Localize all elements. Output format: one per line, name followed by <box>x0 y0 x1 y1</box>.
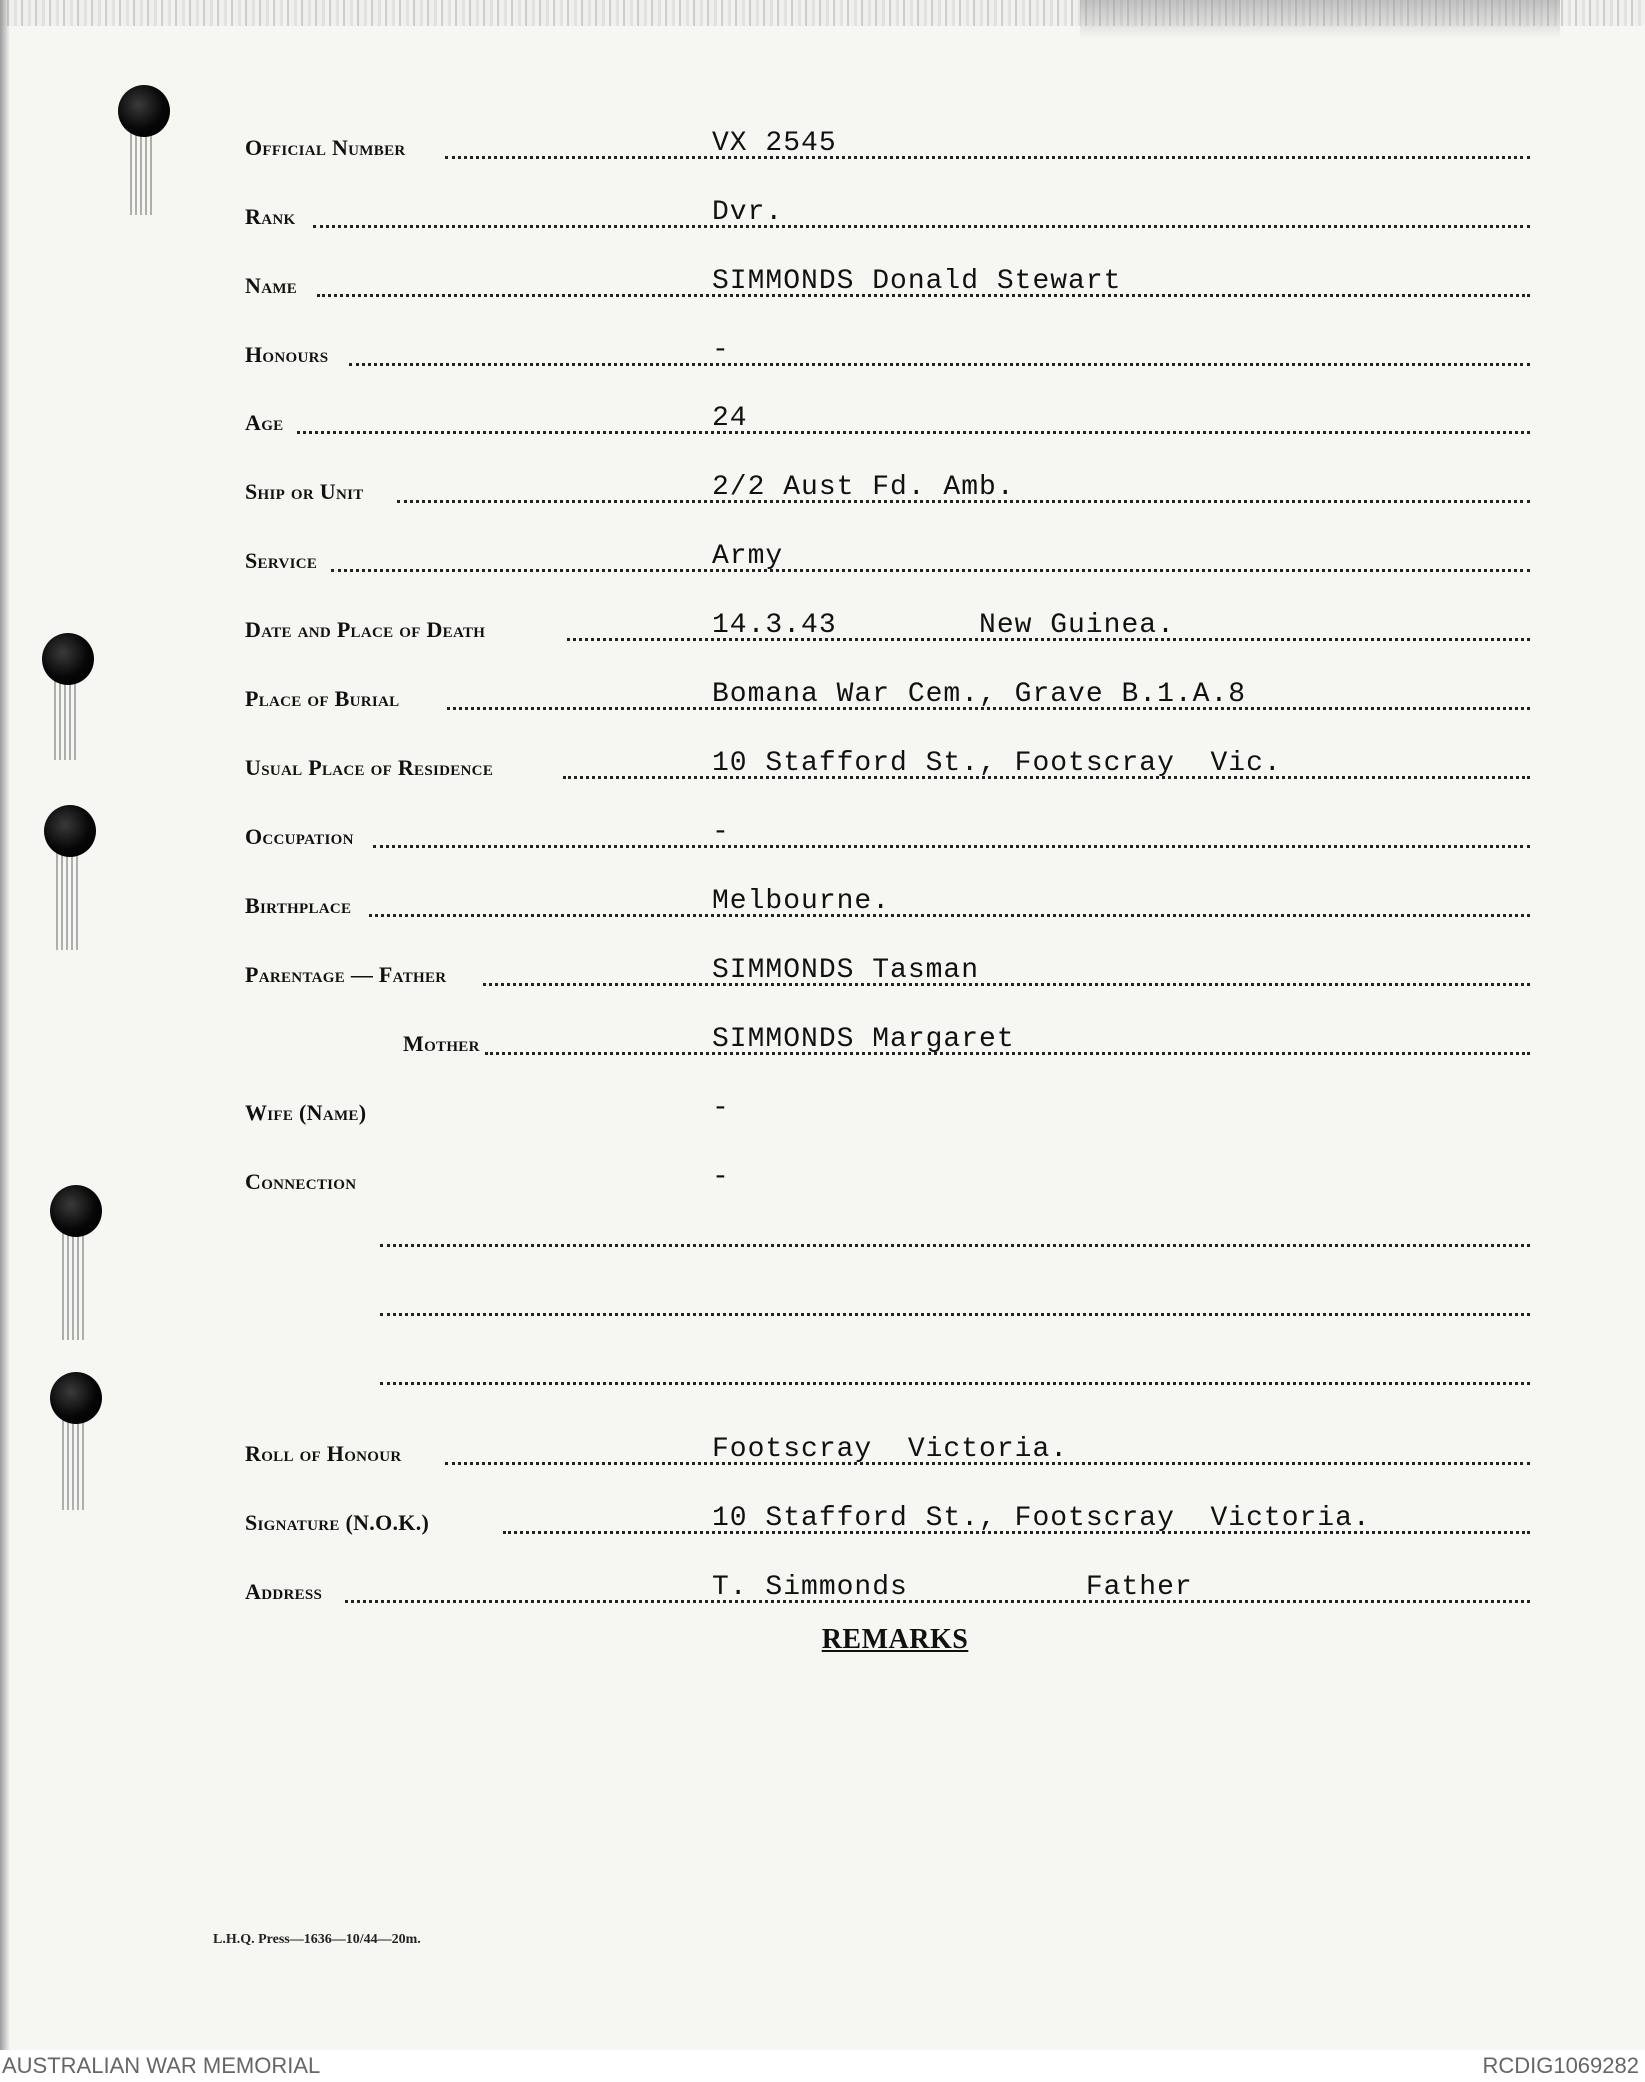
field-value: VX 2545 <box>712 128 837 159</box>
field-service <box>245 538 1530 578</box>
field-label: Rank <box>245 204 296 229</box>
dotted-line <box>369 914 1530 917</box>
field-label: Official Number <box>245 135 406 160</box>
punch-hole <box>42 633 94 685</box>
field-value: - <box>712 817 730 848</box>
footer-record-id: RCDIG1069282 <box>1482 2053 1639 2078</box>
field-label: Usual Place of Residence <box>245 755 494 780</box>
blank-dotted-line <box>380 1382 1530 1385</box>
field-label: Service <box>245 548 318 573</box>
field-value: Melbourne. <box>712 886 891 917</box>
field-value: SIMMONDS Donald Stewart <box>712 266 1122 297</box>
field-label: Wife (Name) <box>245 1100 367 1125</box>
field-label: Name <box>245 273 298 298</box>
field-label: Age <box>245 410 284 435</box>
dotted-line <box>331 569 1530 572</box>
dotted-line <box>349 363 1530 366</box>
field-connection <box>245 1159 1530 1199</box>
field-value: 14.3.43 New Guinea. <box>712 610 1175 641</box>
field-label: Signature (N.O.K.) <box>245 1510 430 1535</box>
field-address <box>245 1569 1530 1609</box>
field-label: Roll of Honour <box>245 1441 402 1466</box>
field-label: Place of Burial <box>245 686 400 711</box>
field-label: Birthplace <box>245 893 352 918</box>
field-value: 2/2 Aust Fd. Amb. <box>712 472 1015 503</box>
printer-imprint: L.H.Q. Press—1636—10/44—20m. <box>213 1932 421 1947</box>
punch-hole <box>44 805 96 857</box>
field-label: Ship or Unit <box>245 479 364 504</box>
field-age <box>245 400 1530 440</box>
field-label: Mother <box>403 1031 480 1056</box>
field-label: Honours <box>245 342 329 367</box>
dotted-line <box>373 845 1530 848</box>
field-occupation <box>245 814 1530 854</box>
field-value: 10 Stafford St., Footscray Victoria. <box>712 1503 1371 1534</box>
field-value: 24 <box>712 403 748 434</box>
field-official-number <box>245 125 1530 165</box>
remarks-heading: REMARKS <box>821 1624 969 1655</box>
scan-top-shadow <box>1080 0 1560 40</box>
field-value: - <box>712 1093 730 1124</box>
field-rank <box>245 194 1530 234</box>
field-value: Bomana War Cem., Grave B.1.A.8 <box>712 679 1247 710</box>
field-value: - <box>712 1162 730 1193</box>
field-date-and-place-of-death <box>245 607 1530 647</box>
field-value: - <box>712 335 730 366</box>
field-wife-name <box>245 1090 1530 1130</box>
footer-institution: AUSTRALIAN WAR MEMORIAL <box>2 2053 321 2078</box>
punch-hole <box>50 1185 102 1237</box>
field-value: T. Simmonds Father <box>712 1572 1193 1603</box>
field-label: Occupation <box>245 824 354 849</box>
blank-dotted-line <box>380 1313 1530 1316</box>
punch-hole <box>50 1372 102 1424</box>
field-value: SIMMONDS Margaret <box>712 1024 1015 1055</box>
field-label: Parentage — Father <box>245 962 447 987</box>
field-roll-of-honour <box>245 1431 1530 1471</box>
field-value: Army <box>712 541 784 572</box>
field-ship-or-unit <box>245 469 1530 509</box>
archive-footer <box>0 2050 1645 2082</box>
field-birthplace <box>245 883 1530 923</box>
scan-left-edge <box>0 0 10 2050</box>
dotted-line <box>445 156 1530 159</box>
blank-dotted-line <box>380 1244 1530 1247</box>
dotted-line <box>483 983 1530 986</box>
field-value: 10 Stafford St., Footscray Vic. <box>712 748 1282 779</box>
dotted-line <box>297 431 1530 434</box>
punch-hole <box>118 85 170 137</box>
field-usual-place-of-residence <box>245 745 1530 785</box>
field-value: Dvr. <box>712 197 784 228</box>
field-honours <box>245 332 1530 372</box>
field-label: Address <box>245 1579 323 1604</box>
field-place-of-burial <box>245 676 1530 716</box>
field-value: SIMMONDS Tasman <box>712 955 980 986</box>
field-label: Connection <box>245 1169 357 1194</box>
field-mother <box>245 1021 1530 1061</box>
field-name <box>245 263 1530 303</box>
field-signature-nok <box>245 1500 1530 1540</box>
field-label: Date and Place of Death <box>245 617 486 642</box>
field-value: Footscray Victoria. <box>712 1434 1069 1465</box>
field-parentage-father <box>245 952 1530 992</box>
dotted-line <box>313 225 1530 228</box>
